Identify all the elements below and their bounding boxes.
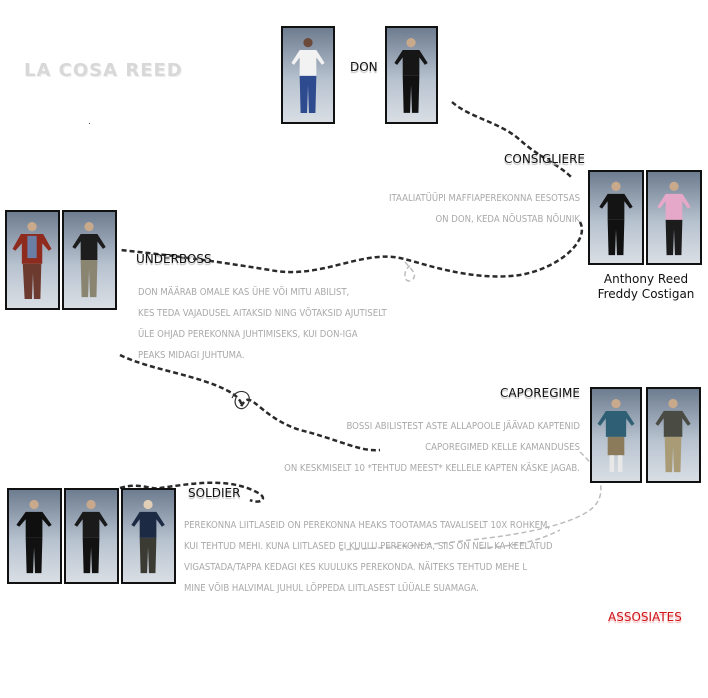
rank-consigliere-label: CONSIGLIERE xyxy=(504,152,585,166)
character-figure-icon xyxy=(7,212,58,308)
soldier-desc-line-2: KUI TEHTUD MEHI. KUNA LIITLASED EI KUULU PEREKONDA, SIIS ON NEIL KA KEELATUD xyxy=(184,541,553,552)
underboss-desc-line-1: DON MÄÄRAB OMALE KAS ÜHE VÕI MITU ABILIST, xyxy=(138,287,350,298)
rank-assosiates-label: ASSOSIATES xyxy=(608,610,682,624)
connector-faint-underboss-loop xyxy=(405,262,415,281)
character-figure-icon xyxy=(648,389,699,481)
portrait-soldier-3 xyxy=(121,488,176,584)
underboss-description xyxy=(138,282,387,366)
portrait-caporegime-2 xyxy=(646,387,701,483)
portrait-don-2 xyxy=(385,26,438,124)
decorative-dot xyxy=(89,123,90,124)
portrait-consigliere-1 xyxy=(588,170,644,265)
portrait-underboss-2 xyxy=(62,210,117,310)
portrait-soldier-2 xyxy=(64,488,119,584)
character-figure-icon xyxy=(64,212,115,308)
portrait-soldier-1 xyxy=(7,488,62,584)
character-figure-icon xyxy=(387,28,436,122)
caporegime-desc-line-3: ON KESKMISELT 10 *TEHTUD MEEST* KELLELE KAPTEN KÄSKE JAGAB. xyxy=(284,463,580,474)
character-figure-icon xyxy=(592,389,640,481)
rank-soldier-label: SOLDIER xyxy=(188,486,241,500)
brand-logo-text: LA COSA REED xyxy=(24,60,183,81)
connector-don-consigliere xyxy=(452,102,572,178)
consigliere-names xyxy=(590,272,702,302)
portrait-consigliere-2 xyxy=(646,170,702,265)
consigliere-name-1: Anthony Reed xyxy=(603,272,689,286)
soldier-description xyxy=(184,515,553,599)
underboss-desc-line-4: PEAKS MIDAGI JUHTUMA. xyxy=(138,350,245,361)
consigliere-desc-line-1: ITAALIATÜÜPI MAFFIAPEREKONNA EESOTSAS xyxy=(389,193,580,204)
character-figure-icon xyxy=(590,172,642,263)
soldier-desc-line-3: VIGASTADA/TAPPA KEDAGI KES KUULUKS PEREKONDA. NÄITEKS TEHTUD MEHE L xyxy=(184,562,528,573)
character-figure-icon xyxy=(9,490,60,582)
caporegime-desc-line-1: BOSSI ABILISTEST ASTE ALLAPOOLE JÄÄVAD KAPTENID xyxy=(346,421,580,432)
caporegime-desc-line-2: CAPOREGIMED KELLE KAMANDUSES xyxy=(425,442,580,453)
rank-underboss-label: UNDERBOSS xyxy=(136,252,212,266)
character-figure-icon xyxy=(66,490,117,582)
underboss-desc-line-2: KES TEDA VAJADUSEL AITAKSID NING VÕTAKSID AJUTISELT xyxy=(138,308,387,319)
portrait-don-1 xyxy=(281,26,335,124)
connector-consigliere-underboss xyxy=(120,222,582,276)
underboss-desc-line-3: ÜLE OHJAD PEREKONNA JUHTIMISEKS, KUI DON-IGA xyxy=(138,329,358,340)
rank-don-label: DON xyxy=(350,60,378,74)
caporegime-description xyxy=(284,416,580,479)
portrait-underboss-1 xyxy=(5,210,60,310)
character-figure-icon xyxy=(123,490,174,582)
consigliere-desc-line-2: ON DON, KEDA NÕUSTAB NÕUNIK xyxy=(435,214,580,225)
character-figure-icon xyxy=(648,172,700,263)
character-figure-icon xyxy=(283,28,333,122)
soldier-desc-line-4: MINE VÕIB HALVIMAL JUHUL LÕPPEDA LIITLASEST LÜÜALE SUAMAGA. xyxy=(184,583,479,594)
soldier-desc-line-1: PEREKONNA LIITLASEID ON PEREKONNA HEAKS TOOTAMAS TAVALISELT 10X ROHKEM, xyxy=(184,520,551,531)
rank-caporegime-label: CAPOREGIME xyxy=(500,386,580,400)
portrait-caporegime-1 xyxy=(590,387,642,483)
consigliere-name-2: Freddy Costigan xyxy=(597,287,695,301)
consigliere-description xyxy=(389,188,580,230)
